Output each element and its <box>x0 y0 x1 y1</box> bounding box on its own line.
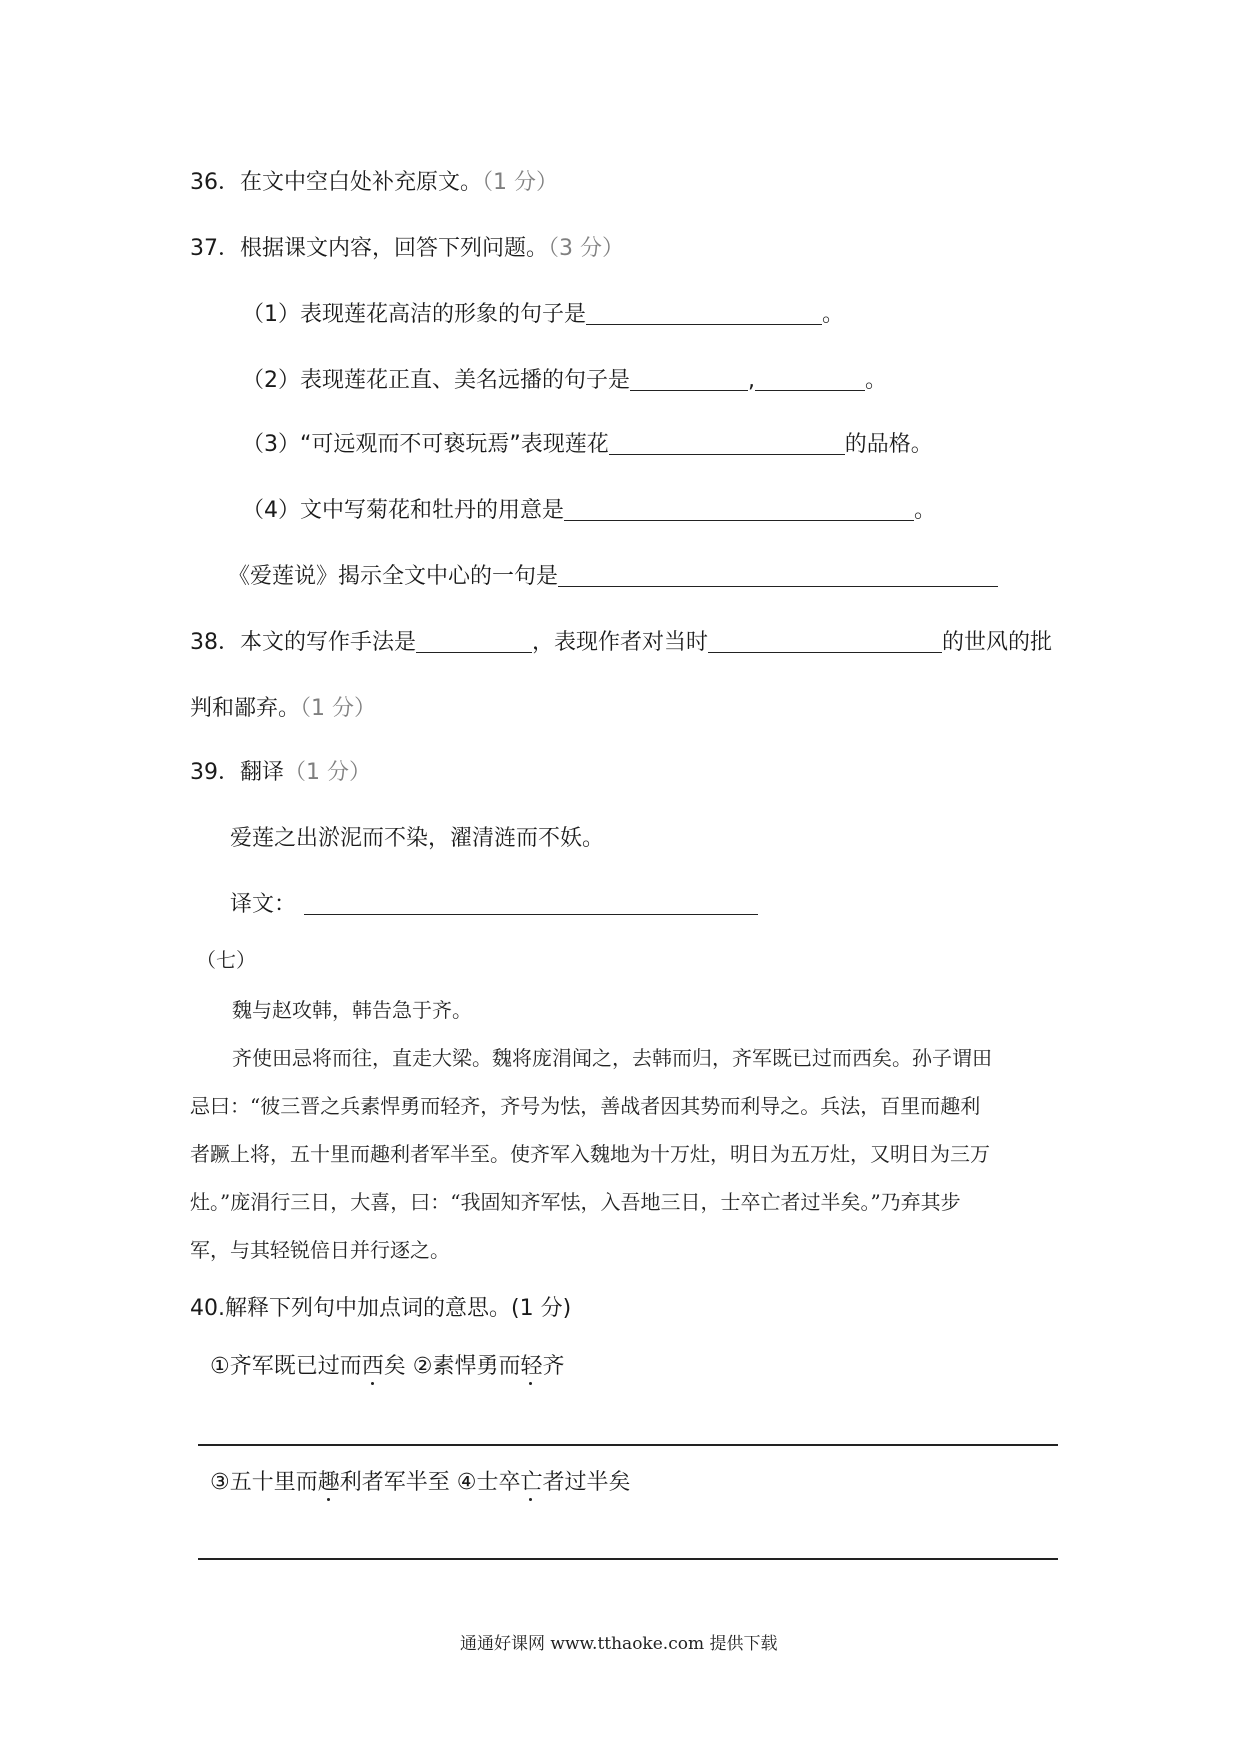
row-1-text-a: ①齐军既已过而 <box>210 1354 362 1379</box>
answer-blank[interactable] <box>558 585 998 587</box>
question-37-item-4 <box>242 500 936 522</box>
row-1-text-b: 矣 ②素悍勇而 <box>383 1354 521 1379</box>
question-39-sentence <box>230 828 604 850</box>
question-37 <box>190 238 624 260</box>
answer-blank[interactable] <box>630 389 748 391</box>
answer-blank[interactable] <box>586 323 822 325</box>
question-38-line-2 <box>190 698 376 720</box>
question-38-suffix: 的世风的批 <box>942 630 1053 655</box>
question-39 <box>190 762 371 784</box>
item-1-prompt: （1）表现莲花高洁的形象的句子是 <box>242 302 586 327</box>
passage-paragraph-1: 魏与赵攻韩，韩告急于齐。 <box>232 998 472 1022</box>
question-37-points: （3 分） <box>548 236 624 261</box>
dotted-word-wang: 亡 <box>520 1470 543 1495</box>
question-36-points: （1 分） <box>482 170 558 195</box>
question-37-text: 37．根据课文内容，回答下列问题。 <box>190 236 548 261</box>
dotted-word-qing: 轻 <box>520 1354 543 1379</box>
question-38 <box>190 632 1052 654</box>
question-40-points: (1 分) <box>511 1296 572 1321</box>
question-38-prompt: 38．本文的写作手法是 <box>190 630 416 655</box>
item-3-prompt: （3）“可远观而不可亵玩焉”表现莲花 <box>242 432 609 457</box>
question-39-text: 39．翻译 <box>190 760 284 785</box>
question-36 <box>190 172 558 194</box>
dotted-word-xi: 西 <box>361 1354 384 1379</box>
question-37-center-sentence <box>228 566 998 588</box>
row-1-text-c: 齐 <box>542 1354 565 1379</box>
question-38-middle: ，表现作者对当时 <box>532 630 709 655</box>
item-4-suffix: 。 <box>914 498 937 523</box>
question-40-text: 40.解释下列句中加点词的意思。 <box>190 1296 511 1321</box>
question-37-item-1 <box>242 304 844 326</box>
question-40 <box>190 1298 571 1320</box>
passage-line-4: 者蹶上将，五十里而趣利者军半至。使齐军入魏地为十万灶，明日为五万灶，又明日为三万 <box>190 1142 990 1166</box>
row-2-text-a: ③五十里而 <box>210 1470 318 1495</box>
row-2-text-c: 者过半矣 <box>542 1470 631 1495</box>
question-39-answer <box>230 894 758 916</box>
answer-line-2[interactable] <box>198 1558 1058 1560</box>
section-7-heading: （七） <box>196 948 256 972</box>
question-38-continuation: 判和鄙弃。 <box>190 696 301 721</box>
answer-blank[interactable] <box>304 913 758 915</box>
page-footer: 通通好课网 www.tthaoke.com 提供下载 <box>460 1634 778 1654</box>
passage-line-5: 灶。”庞涓行三日，大喜，曰：“我固知齐军怯，入吾地三日，士卒亡者过半矣。”乃弃其步 <box>190 1190 961 1214</box>
answer-line-1[interactable] <box>198 1444 1058 1446</box>
item-4-prompt: （4）文中写菊花和牡丹的用意是 <box>242 498 564 523</box>
item-3-suffix: 的品格。 <box>844 432 933 457</box>
item-2-separator: , <box>748 368 755 393</box>
dotted-word-qu: 趣 <box>317 1470 340 1495</box>
question-36-text: 36．在文中空白处补充原文。 <box>190 170 482 195</box>
question-40-row-2 <box>210 1472 631 1494</box>
answer-blank[interactable] <box>708 651 942 653</box>
question-38-points: （1 分） <box>300 696 377 721</box>
passage-line-6: 军，与其轻锐倍日并行逐之。 <box>190 1238 450 1262</box>
source-sentence: 爱莲之出淤泥而不染，濯清涟而不妖。 <box>230 826 605 851</box>
passage-line-3: 忌曰：“彼三晋之兵素悍勇而轻齐，齐号为怯，善战者因其势而利导之。兵法，百里而趣利 <box>190 1094 981 1118</box>
answer-blank[interactable] <box>564 519 914 521</box>
passage-line-2: 齐使田忌将而往，直走大梁。魏将庞涓闻之，去韩而归，齐军既已过而西矣。孙子谓田 <box>232 1046 992 1070</box>
question-39-points: （1 分） <box>284 760 371 785</box>
center-sentence-prompt: 《爱莲说》揭示全文中心的一句是 <box>228 564 559 589</box>
item-2-prompt: （2）表现莲花正直、美名远播的句子是 <box>242 368 630 393</box>
translation-label: 译文： <box>230 892 297 917</box>
item-2-suffix: 。 <box>865 368 888 393</box>
item-1-suffix: 。 <box>822 302 845 327</box>
answer-blank[interactable] <box>755 389 865 391</box>
answer-blank[interactable] <box>416 651 532 653</box>
question-37-item-2 <box>242 370 887 392</box>
question-40-row-1 <box>210 1356 565 1378</box>
row-2-text-b: 利者军半至 ④士卒 <box>339 1470 521 1495</box>
answer-blank[interactable] <box>609 453 845 455</box>
question-37-item-3 <box>242 434 933 456</box>
